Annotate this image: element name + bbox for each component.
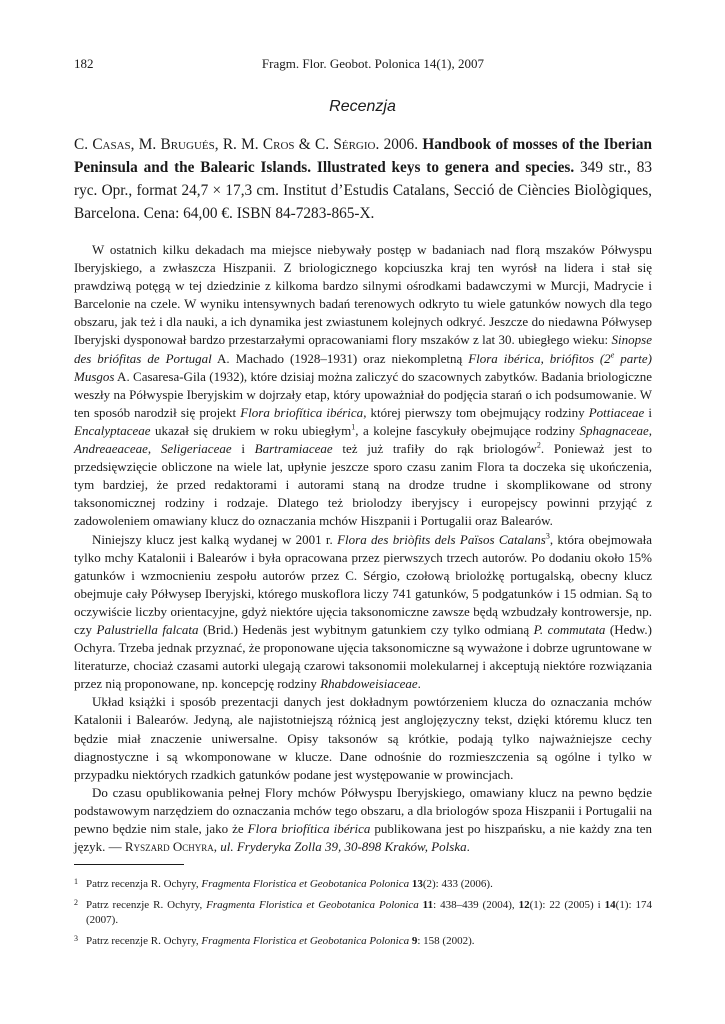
review-paragraph [74,784,652,856]
text-run: Ryszard Ochyra [124,839,214,855]
footnote-text: 11 [422,898,434,911]
footnotes [74,877,652,954]
footnote-text: Patrz recenzja R. Ochyry, [86,878,202,890]
text-run: publikowana jest po hiszpańsku, a nie każdy zna ten język. — [74,821,653,855]
text-run: Flora briofítica ibérica [247,821,371,836]
footnote-text: 9 [411,934,418,947]
footnote-ref: 1 [351,422,356,432]
text-run: Flora briofítica ibérica [240,404,364,420]
text-run: A. Machado (1928–1931) oraz niekompletną [211,350,469,366]
footnote-text: 13 [411,878,423,890]
text-run: parte) Musgos [74,350,652,384]
text-run: Andreaeaceae [74,441,148,457]
text-run: Sphagnaceae [579,422,649,438]
text-run: . [466,839,470,855]
footnote-text: (2): 433 (2006). [422,878,493,890]
book-details: 349 str., 83 ryc. Opr., format 24,7 × 17,3 cm. Institut d’Estudis Catalans, Secció de Ciències Biològiques, Barcelona. Cena: 64,00 €. ISBN 84-7283-865-X. [74,159,653,222]
text-run: (Brid.) Hedenäs jest wybitnym gatunkiem czy tylko odmianą [198,621,534,637]
review-paragraph [74,241,652,531]
text-run: , której pierwszy tom obejmujący rodziny [363,404,589,420]
author-name [139,136,215,153]
footnote-text: (1): 22 (2005) i [529,898,605,911]
text-run: , która obejmowała tylko mchy Katalonii i Balearów i była opracowana przez pierwszych trzech autorów. Po dodaniu około 15% gatunków i wzmocnieniu zespołu autorów przez C. Sérgio, czołową briolożkę portugalską, obecny klucz obejmuje cały Półwysep Iberyjski, którego muskoflora liczy 741 gatunków, 5 podgatunków i 15 odmian. Są to oczywiście liczby orientacyjne, gdyż niektóre ujęcia taksonomiczne zawsze będą wzbudzały kontrowersje, np. czy [74,531,652,637]
author-name [74,136,131,153]
author-surname: Sérgio [333,136,376,153]
text-run: Pottiaceae [588,404,645,420]
text-run: ukazał się drukiem w roku ubiegłym [150,422,352,438]
footnote-text: : 158 (2002). [417,934,475,947]
section-title: Recenzja [329,98,396,115]
text-run: i [231,441,255,457]
text-run: (Hedw.) Ochyra. Trzeba jednak przyznać, że proponowane ujęcia taksonomiczne są wyważone i dobrze ugruntowane w literaturze, chociaż czasami autorki ulegają czarowi taksonomii molekularnej i akceptują niektóre rozwiązania przez nią proponowane, np. koncepcję rodziny [74,621,652,692]
text-run: , a kolejne fascykuły obejmujące rodziny [355,422,580,438]
text-run: Palustriella falcata [96,621,199,637]
footnote-text: Patrz recenzje R. Ochyry, [86,934,202,947]
text-run: Flora des briòfits dels Països Catalans [337,531,546,547]
text-run: Sinopse des briófitas de Portugal [74,332,652,366]
text-run: , [648,422,653,438]
author-name [315,136,375,153]
text-run: Układ książki i sposób prezentacji danych jest dokładnym powtórzeniem klucza do oznaczania mchów Katalonii i Balearów. Jedyną, ale najistotniejszą różnicą jest anglojęzyczny tekst, dzięki któremu klucz ten będzie miał znaczenie uniwersalne. Opisy taksonów są krótkie, podają tylko najważniejsze cechy diagnostyczne i są wkomponowane w klucze. Dane odnośnie do rozmieszczenia są ogólne i tylko w przypadku niektórych rzadkich gatunków podane jest występowanie w prowincjach. [74,694,652,782]
footnote [74,934,652,950]
text-run: P. commutata [533,621,606,637]
text-run: Seligeriaceae [160,441,232,457]
book-citation [74,133,652,225]
text-run: Flora ibérica, briófitos (2 [468,350,611,366]
footnote [74,898,652,929]
text-run: też już trafiły do rąk briologów [332,441,537,457]
text-run: , [147,441,161,457]
review-paragraph [74,531,652,694]
footnote-ref: 3 [545,531,550,541]
footnote-number: 1 [74,877,78,886]
footnote-text: Fragmenta Floristica et Geobotanica Polonica [201,878,410,890]
review-paragraph [74,693,652,783]
author-initials: C. [74,136,93,153]
text-run: W ostatnich kilku dekadach ma miejsce niebywały postęp w badaniach nad florą mszaków Półwyspu Iberyjskiego, a zwłaszcza Hiszpanii. Z briologicznego kopciuszka kraj ten wyrósł na lidera i stał się prawdziwą potęgą w tej dziedzinie z kilkoma bardzo silnymi ośrodkami badawczymi w Murcji, Madrycie i Barcelonie na czele. W wyniku intensywnych badań terenowych odkryto tu wiele gatunków nowych dla tego obszaru, jak też i dla nauki, a ich dynamika jest zwiastunem kolejnych odkryć. Jeszcze do niedawna Półwysep Iberyjski dysponował bardzo przestarzałymi opracowaniami flory mszaków z lat 30. ubiegłego wieku: [74,242,652,348]
footnote-text: 12 [518,898,530,911]
footnote-number: 3 [74,933,78,943]
author-surname: Cros [262,136,295,153]
footnote-text: Fragmenta Floristica et Geobotanica Polonica [206,898,419,911]
text-run: Encalyptaceae [74,422,151,438]
review-body [74,241,652,856]
author-initials: C. [315,136,334,153]
page-number: 182 [74,56,94,71]
footnote-text: Patrz recenzje R. Ochyry, [86,898,207,911]
publication-year: 2006. [383,136,419,153]
author-initials: M. [138,136,161,153]
footnote-ref: 2 [536,440,541,450]
text-run: Niniejszy klucz jest kalką wydanej w 2001 r. [92,531,338,547]
running-header [74,56,652,72]
text-run: e [610,350,615,360]
text-run: A. Casaresa-Gila (1932), które dzisiaj można zaliczyć do szacownych zabytków. Badania briologiczne weszły na Półwyspie Iberyjskim w dojrzały etap, który upoważniał do podjęcia starań o ich podsumowanie. W ten sposób narodził się projekt [74,368,652,420]
footnote-divider [74,864,184,865]
text-run: Bartramiaceae [254,441,333,457]
author-name [223,136,295,153]
footnote [74,877,652,893]
footnote-text: 14 [604,898,616,911]
text-run: . Ponieważ jest to przedsięwzięcie obliczone na wiele lat, upłynie jeszcze sporo czasu zanim Flora ta doczeka się ukończenia, tym bardziej, że przed redaktorami i autorami staną na drodze trudne i skomplikowane od strony taksonomicznej rodziny i rodzaje. Dlatego też briolodzy iberyjscy i europejscy powinni przyjąć z zadowoleniem omawiany klucz do oznaczania mchów Hiszpanii i Portugalii oraz Balearów. [74,441,652,529]
text-run: i [644,404,652,420]
footnote-text: : 438–439 (2004), [433,898,519,911]
footnote-text: Fragmenta Floristica et Geobotanica Polonica [201,934,410,947]
book-authors: C. Casas, M. Brugués, R. M. Cros & C. Sérgio. [74,136,384,153]
author-surname: Casas [92,136,131,153]
text-run: Rhabdoweisiaceae [320,676,418,692]
text-run: ul. Fryderyka Zolla 39, 30-898 Kraków, Polska [220,839,467,855]
footnote-text: (1): 174 (2007). [86,898,652,926]
text-run: . [417,676,421,692]
book-title: Handbook of mosses of the Iberian Peninsula and the Balearic Islands. Illustrated keys to genera and species. [74,136,653,176]
journal-citation: Fragm. Flor. Geobot. Polonica 14(1), 2007 [261,56,484,71]
author-surname: Brugués [160,136,215,153]
author-initials: R. M. [222,136,263,153]
footnote-number: 2 [74,897,78,907]
text-run: , [213,839,221,855]
text-run: Do czasu opublikowania pełnej Flory mchów Półwyspu Iberyjskiego, omawiany klucz na pewno będzie podstawowym narzędziem do oznaczania mchów tego obszaru, a dla briologów spoza Hiszpanii i Portugalii na pewno będzie nim stale, jako że [74,784,652,836]
